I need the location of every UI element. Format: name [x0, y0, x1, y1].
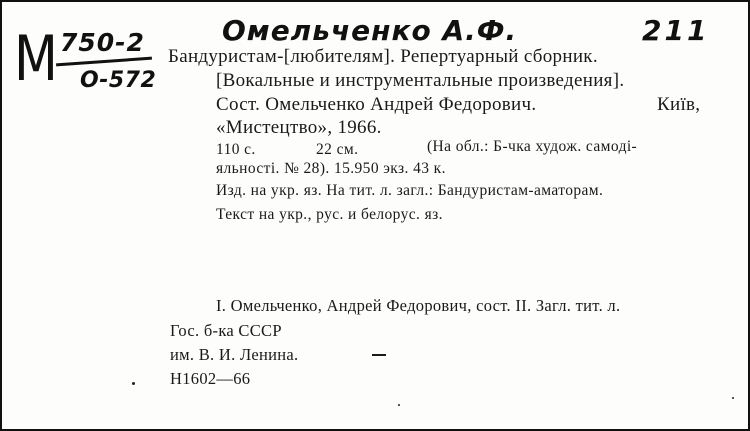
library-stamp-line-2: им. В. И. Ленина.: [170, 345, 299, 364]
scan-speck: [732, 397, 734, 399]
handwritten-card-number: 211: [642, 14, 710, 47]
notes-line-1: Изд. на укр. яз. На тит. л. загл.: Бандуристам-аматорам.: [216, 182, 604, 199]
title-line-2: [Вокальные и инструментальные произведения].: [216, 70, 625, 91]
scan-speck: [132, 382, 135, 385]
tracings-line: I. Омельченко, Андрей Федорович, сост. II. Загл. тит. л.: [216, 296, 621, 315]
collation-size: 22 см.: [316, 141, 359, 158]
title-line-1: Бандуристам-[любителям]. Репертуарный сборник.: [168, 46, 598, 67]
shelfmark-number-top: 750-2: [60, 28, 145, 57]
shelfmark-number-bottom: О-572: [80, 68, 157, 93]
collation-pages: 110 с.: [216, 141, 256, 158]
shelfmark-divider: [56, 57, 152, 67]
library-stamp-line-1: Гос. б-ка СССР: [170, 321, 282, 340]
stamp-dash: [372, 354, 386, 356]
collation-line-2: яльності. № 28). 15.950 экз. 43 к.: [216, 160, 446, 177]
collation-series: (На обл.: Б-чка худож. самоді-: [427, 138, 638, 155]
library-stamp-line-3: Н1602—66: [170, 369, 251, 388]
shelfmark-letter: М: [14, 22, 57, 95]
publisher-year-line: «Мистецтво», 1966.: [216, 117, 382, 138]
notes-line-2: Текст на укр., рус. и белорус. яз.: [216, 206, 443, 223]
place-of-publication: Київ,: [657, 94, 701, 115]
handwritten-author-heading: Омельченко А.Ф.: [222, 14, 518, 47]
compiler-line: Сост. Омельченко Андрей Федорович.: [216, 94, 537, 115]
scan-speck: [398, 404, 400, 406]
